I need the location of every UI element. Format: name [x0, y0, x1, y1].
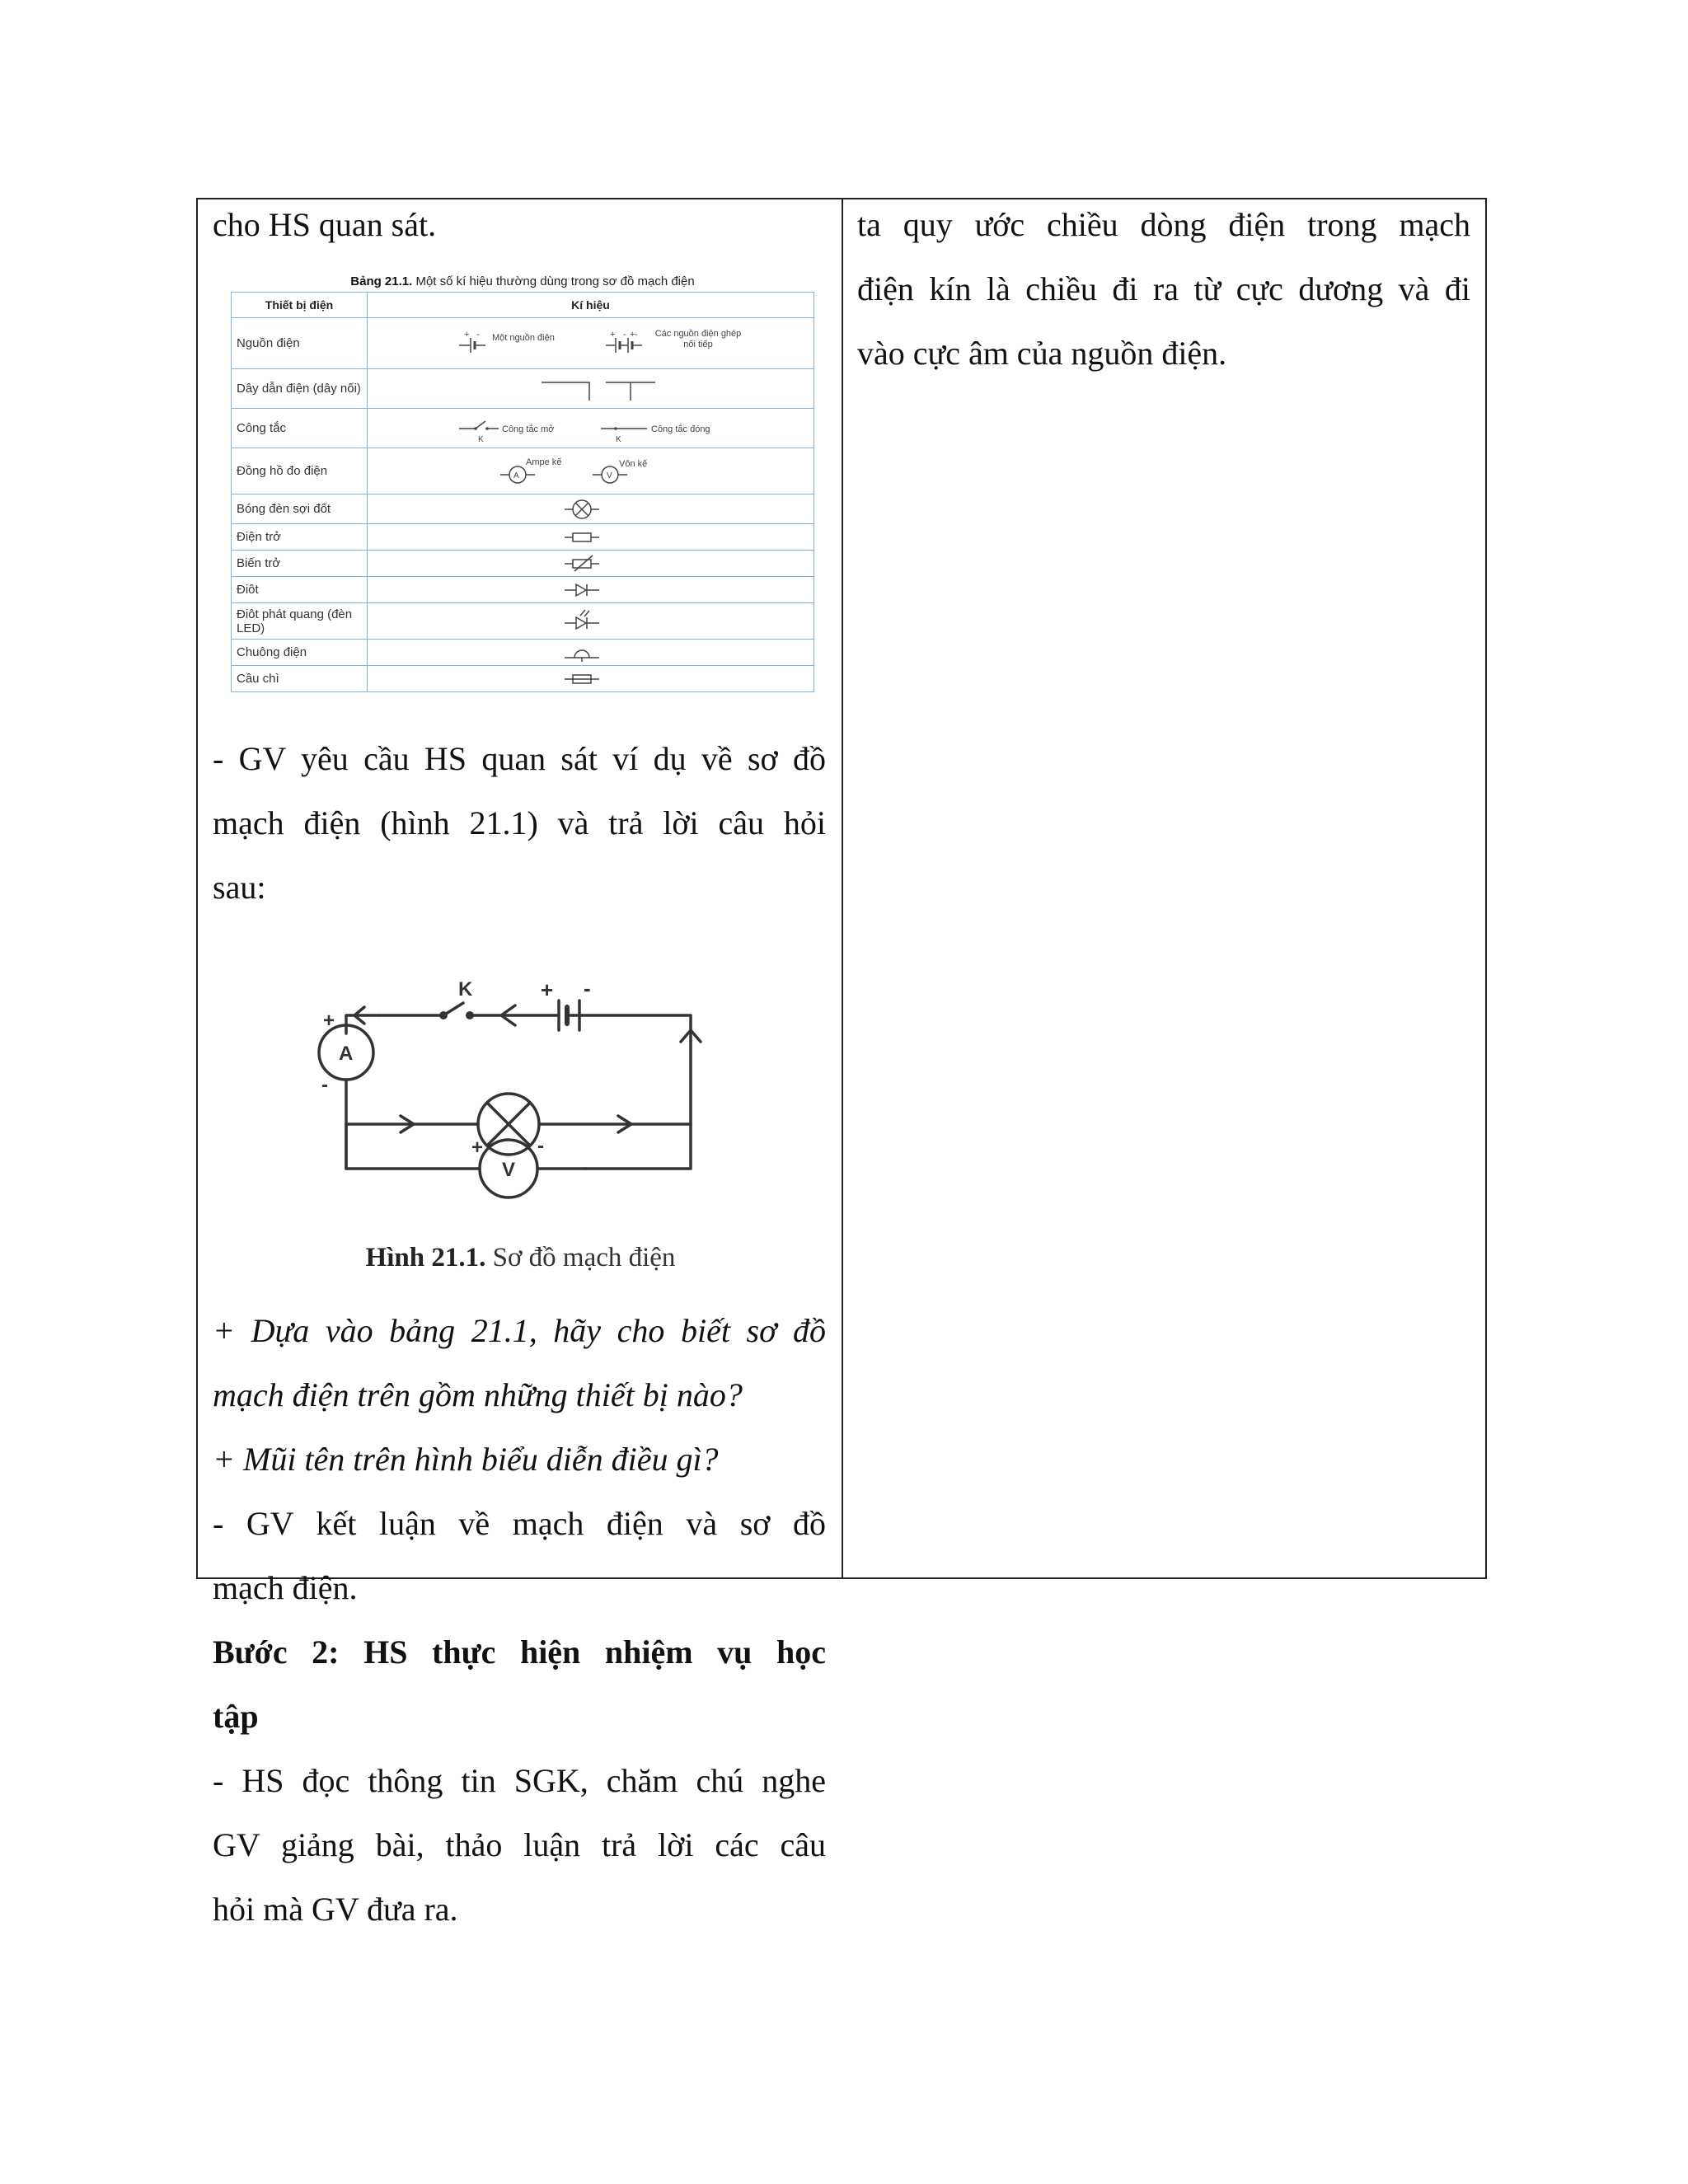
svg-text:Công tắc mở: Công tắc mở [501, 424, 554, 434]
svg-text:+: + [629, 329, 635, 340]
left-text-line: hỏi mà GV đưa ra. [213, 1891, 458, 1928]
ammeter-plus: + [323, 1010, 335, 1032]
left-text-line: mạch điện. [213, 1569, 358, 1606]
question-line: mạch điện trên gồm những thiết bị nào? [213, 1376, 743, 1413]
device-name: Điện trở [232, 524, 368, 551]
svg-text:-: - [634, 329, 638, 340]
lesson-table [196, 198, 1487, 1928]
switch-symbols [368, 409, 814, 448]
left-text-line: - GV yêu cầu HS quan sát ví dụ về sơ đồ [213, 740, 826, 777]
symbol-table [231, 292, 814, 692]
svg-text:-: - [476, 329, 480, 340]
device-name: Công tắc [232, 409, 368, 448]
bell-symbol [368, 640, 814, 666]
column-divider [842, 199, 843, 1577]
power-source-symbols: + - + - + - Một nguồn điện Các nguồn điện ghép nối tiếp [368, 318, 814, 369]
svg-text:Ampe kế: Ampe kế [525, 457, 561, 467]
svg-text:-: - [622, 329, 626, 340]
device-name: Điôt [232, 577, 368, 603]
device-name: Biến trở [232, 551, 368, 577]
svg-text:V: V [606, 471, 612, 480]
svg-text:Vôn kế: Vôn kế [618, 458, 647, 469]
left-text-line: - GV kết luận về mạch điện và sơ đồ [213, 1505, 826, 1542]
svg-text:+: + [463, 329, 469, 340]
left-text-line: sau: [213, 869, 266, 906]
switch-label: K [458, 978, 473, 1001]
battery-plus: + [541, 977, 554, 1002]
voltmeter-letter: V [502, 1159, 516, 1181]
device-name: Đồng hồ đo điện [232, 448, 368, 494]
resistor-symbol [368, 524, 814, 551]
device-name: Cầu chì [232, 666, 368, 692]
question-line: + Dựa vào bảng 21.1, hãy cho biết sơ đồ [213, 1312, 826, 1349]
fuse-symbol [368, 666, 814, 692]
left-text-line: mạch điện (hình 21.1) và trả lời câu hỏi [213, 804, 826, 841]
symbol-table-header-device: Thiết bị điện [232, 293, 368, 318]
led-symbol [368, 603, 814, 640]
wire-symbols [368, 369, 814, 409]
meter-symbols [368, 448, 814, 494]
svg-text:+: + [609, 329, 615, 340]
svg-text:K: K [477, 434, 484, 444]
right-text-line: ta quy ước chiều dòng điện trong mạch [857, 206, 1470, 243]
device-name: Dây dẫn điện (dây nối) [232, 369, 368, 409]
ammeter-minus: - [321, 1074, 328, 1096]
lamp-symbol [368, 494, 814, 524]
right-text-line: vào cực âm của nguồn điện. [857, 335, 1227, 372]
device-name: Chuông điện [232, 640, 368, 666]
symbol-table-caption: Bảng 21.1. Một số kí hiệu thường dùng trong sơ đồ mạch điện [350, 274, 695, 288]
right-text-line: điện kín là chiều đi ra từ cực dương và đi [857, 270, 1470, 307]
svg-text:Một nguồn điện: Một nguồn điện [491, 332, 555, 343]
svg-text:A: A [513, 471, 519, 480]
left-text-line: cho HS quan sát. [213, 206, 437, 243]
diode-symbol [368, 577, 814, 603]
circuit-diagram-figure [313, 933, 758, 1230]
ammeter-letter: A [339, 1043, 354, 1065]
figure-caption: Hình 21.1. Sơ đồ mạch điện [365, 1243, 676, 1272]
step-heading: tập [213, 1698, 259, 1735]
svg-text:K: K [615, 434, 621, 444]
symbol-table-figure [231, 272, 814, 692]
device-name: Bóng đèn sợi đốt [232, 494, 368, 524]
device-name: Nguồn điện [232, 318, 368, 369]
question-line: + Mũi tên trên hình biểu diễn điều gì? [213, 1441, 719, 1478]
symbol-table-header-symbol: Kí hiệu [368, 293, 814, 318]
left-text-line: GV giảng bài, thảo luận trả lời các câu [213, 1826, 826, 1863]
rheostat-symbol [368, 551, 814, 577]
battery-minus: - [584, 976, 591, 1001]
voltmeter-plus: + [471, 1137, 484, 1159]
voltmeter-minus: - [537, 1135, 544, 1157]
step-heading: Bước 2: HS thực hiện nhiệm vụ học [213, 1633, 826, 1671]
device-name: Điôt phát quang (đèn LED) [232, 603, 368, 640]
left-text-line: - HS đọc thông tin SGK, chăm chú nghe [213, 1762, 826, 1799]
svg-text:Công tắc đóng: Công tắc đóng [650, 424, 710, 434]
